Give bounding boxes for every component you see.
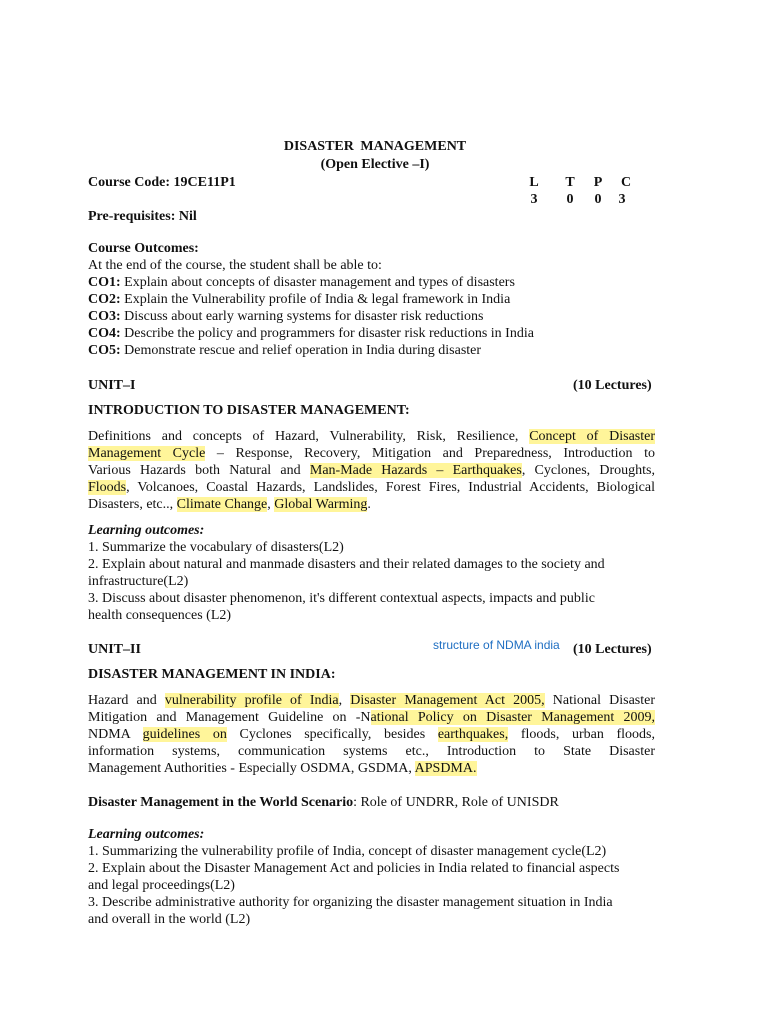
outcome-text: Explain about concepts of disaster management and types of disasters: [120, 275, 515, 290]
text-run: ,: [338, 693, 351, 708]
course-outcomes-intro: At the end of the course, the student shall be able to:: [88, 258, 382, 273]
outcome-item: [88, 325, 655, 342]
highlight-run: APSDMA.: [414, 761, 477, 776]
lo-item: and overall in the world (L2): [88, 912, 251, 927]
text-run: , Volcanoes, Coastal Hazards, Landslides, Forest Fires, Industrial Accidents, Biological: [126, 480, 655, 495]
highlight-run: guidelines on: [142, 727, 227, 742]
unit2-para-line: [88, 692, 655, 709]
unit1-lectures: (10 Lectures): [573, 378, 652, 393]
lo-item: 1. Summarizing the vulnerability profile of India, concept of disaster management cycle(L2): [88, 844, 607, 859]
outcome-code: CO4:: [88, 326, 121, 341]
course-title: DISASTER MANAGEMENT: [283, 139, 467, 154]
ltpc-label-c: C: [620, 175, 632, 190]
highlight-run: earthquakes,: [437, 727, 509, 742]
unit1-title: INTRODUCTION TO DISASTER MANAGEMENT:: [88, 403, 410, 418]
highlight-run: Man-Made Hazards – Earthquakes: [309, 463, 522, 478]
ltpc-value-t: 0: [566, 192, 574, 207]
ltpc-label-p: P: [593, 175, 603, 190]
unit2-lectures: (10 Lectures): [573, 642, 652, 657]
text-run: Management Authorities - Especially OSDMA, GSDMA,: [88, 761, 415, 776]
lo-item: 2. Explain about natural and manmade disasters and their related damages to the society and: [88, 557, 605, 572]
world-scenario-text: : Role of UNDRR, Role of UNISDR: [353, 795, 559, 810]
course-code: Course Code: 19CE11P1: [88, 175, 236, 190]
text-run: Cyclones specifically, besides: [226, 727, 438, 742]
prerequisites: Pre-requisites: Nil: [88, 209, 197, 224]
outcome-item: [88, 308, 655, 325]
unit2-para-line: [88, 709, 655, 726]
unit1-para-line: [88, 479, 655, 496]
highlight-run: ational Policy on Disaster Management 2009,: [370, 710, 655, 725]
ltpc-values: [522, 191, 634, 208]
highlight-run: Floods: [88, 480, 127, 495]
lo-item: health consequences (L2): [88, 608, 232, 623]
unit2-para-line: information systems, communication systems etc., Introduction to State Disaster: [88, 744, 655, 759]
unit2-learning-outcomes: [88, 826, 655, 928]
outcome-code: CO2:: [88, 292, 121, 307]
text-run: NDMA: [88, 727, 143, 742]
unit2-title: DISASTER MANAGEMENT IN INDIA:: [88, 667, 336, 682]
ltpc-value-p: 0: [594, 192, 602, 207]
unit1-para-line: [88, 428, 655, 445]
unit1-para-line: [88, 445, 655, 462]
text-run: .: [367, 497, 371, 512]
unit1-para-line: [88, 496, 655, 513]
lo-item: 1. Summarize the vocabulary of disasters(L2): [88, 540, 344, 555]
world-scenario-heading: Disaster Management in the World Scenario: [88, 795, 354, 810]
unit1-label: UNIT–I: [88, 378, 136, 393]
text-run: Definitions and concepts of Hazard, Vulnerability, Risk, Resilience,: [88, 429, 530, 444]
outcome-text: Discuss about early warning systems for disaster risk reductions: [120, 309, 484, 324]
unit1-paragraph: [88, 428, 655, 513]
highlight-run: Concept of Disaster: [529, 429, 655, 444]
text-run: Various Hazards both Natural and: [88, 463, 310, 478]
unit2-para-line: [88, 760, 655, 777]
highlight-run: Disaster Management Act 2005,: [350, 693, 545, 708]
lo-item: infrastructure(L2): [88, 574, 189, 589]
unit2-lo-heading: Learning outcomes:: [88, 827, 205, 842]
text-run: – Response, Recovery, Mitigation and Preparedness, Introduction to: [205, 446, 655, 461]
lo-item: 3. Describe administrative authority for organizing the disaster management situation in India: [88, 895, 613, 910]
unit1-learning-outcomes: [88, 522, 655, 624]
highlight-run: Management Cycle: [88, 446, 206, 461]
text-run: Mitigation and Management Guideline on -N: [88, 710, 371, 725]
text-run: Hazard and: [88, 693, 165, 708]
ltpc-labels: [522, 174, 638, 191]
unit1-lo-heading: Learning outcomes:: [88, 523, 205, 538]
highlight-run: Global Warming: [274, 497, 368, 512]
course-outcomes: [88, 240, 655, 359]
world-scenario: [88, 794, 655, 811]
text-run: ,: [267, 497, 275, 512]
text-run: floods, urban floods,: [508, 727, 655, 742]
lo-item: 3. Discuss about disaster phenomenon, it's different contextual aspects, impacts and public: [88, 591, 595, 606]
course-subtitle: (Open Elective –I): [320, 157, 430, 172]
unit1-para-line: [88, 462, 655, 479]
unit2-label: UNIT–II: [88, 642, 141, 657]
outcome-item: [88, 291, 655, 308]
unit2-paragraph: [88, 692, 655, 777]
ltpc-value-l: 3: [530, 192, 538, 207]
outcome-code: CO3:: [88, 309, 121, 324]
unit2-para-line: [88, 726, 655, 743]
ltpc-value-c: 3: [618, 192, 626, 207]
lo-item: and legal proceedings(L2): [88, 878, 235, 893]
highlight-run: Climate Change: [176, 497, 268, 512]
handwritten-annotation: structure of NDMA india: [433, 638, 560, 652]
outcome-code: CO5:: [88, 343, 121, 358]
text-run: National Disaster: [544, 693, 655, 708]
text-run: , Cyclones, Droughts,: [521, 463, 656, 478]
outcome-text: Describe the policy and programmers for disaster risk reductions in India: [120, 326, 534, 341]
outcome-text: Demonstrate rescue and relief operation in India during disaster: [120, 343, 482, 358]
highlight-run: vulnerability profile of India: [164, 693, 339, 708]
outcome-item: [88, 342, 655, 359]
ltpc-label-l: L: [529, 175, 539, 190]
outcome-code: CO1:: [88, 275, 121, 290]
text-run: Disasters, etc..,: [88, 497, 177, 512]
ltpc-label-t: T: [565, 175, 575, 190]
outcome-text: Explain the Vulnerability profile of India & legal framework in India: [120, 292, 511, 307]
world-scenario-line: [88, 794, 655, 811]
course-outcomes-heading: Course Outcomes:: [88, 241, 199, 256]
lo-item: 2. Explain about the Disaster Management Act and policies in India related to financial aspects: [88, 861, 620, 876]
outcome-item: [88, 274, 655, 291]
